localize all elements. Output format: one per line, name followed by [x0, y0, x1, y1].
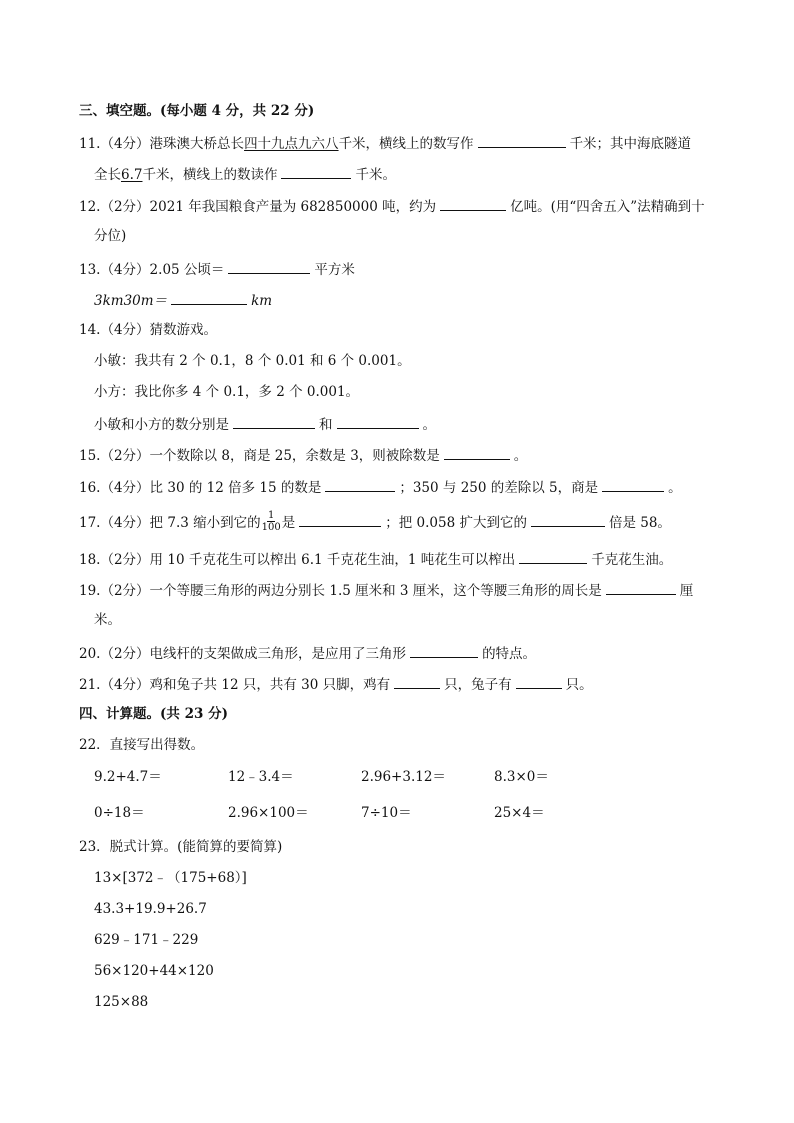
- question-12-line1: 12.（2分）2021 年我国粮食产量为 682850000 吨，约为 亿吨。(用“四舍五入”法精确到十: [79, 196, 705, 216]
- answer-blank[interactable]: [410, 643, 478, 658]
- calculation-item: 56×120+44×120: [94, 963, 214, 979]
- answer-blank[interactable]: [519, 549, 587, 564]
- answer-blank[interactable]: [516, 674, 562, 689]
- question-13-line2: 3km30m＝ km: [94, 290, 272, 310]
- question-20: 20.（2分）电线杆的支架做成三角形，是应用了三角形 的特点。: [79, 643, 536, 663]
- question-23-title: 23．脱式计算。(能简算的要简算): [79, 839, 283, 855]
- answer-blank[interactable]: [606, 580, 676, 595]
- question-14-title: 14.（4分）猜数游戏。: [79, 322, 218, 338]
- answer-blank[interactable]: [337, 414, 419, 429]
- mental-math-item: 25×4＝: [494, 805, 545, 821]
- question-14-xiaomin: 小敏：我共有 2 个 0.1，8 个 0.01 和 6 个 0.001。: [94, 353, 411, 369]
- fraction: $\frac{1}{100}$: [261, 510, 281, 533]
- answer-blank[interactable]: [444, 445, 510, 460]
- calculation-item: 125×88: [94, 994, 149, 1010]
- mental-math-item: 8.3×0＝: [494, 769, 549, 785]
- question-13-line1: 13.（4分）2.05 公顷＝ 平方米: [79, 259, 355, 279]
- question-15: 15.（2分）一个数除以 8，商是 25，余数是 3，则被除数是 。: [79, 445, 527, 465]
- question-19-line2: 米。: [94, 612, 121, 628]
- question-11-line1: 11.（4分）港珠澳大桥总长四十九点九六八千米，横线上的数写作 千米；其中海底隧道: [79, 133, 691, 153]
- question-22-title: 22．直接写出得数。: [79, 737, 205, 753]
- answer-blank[interactable]: [281, 164, 351, 179]
- underlined-number: 6.7: [121, 167, 143, 183]
- question-17: 17.（4分）把 7.3 缩小到它的 $\frac{1}{100}$ 是 ；把 0.058 扩大到它的 倍是 58。: [79, 510, 671, 533]
- answer-blank[interactable]: [233, 414, 315, 429]
- answer-blank[interactable]: [440, 196, 506, 211]
- question-18: 18.（2分）用 10 千克花生可以榨出 6.1 千克花生油，1 吨花生可以榨出 千克花生油。: [79, 549, 672, 569]
- answer-blank[interactable]: [228, 259, 310, 274]
- calculation-item: 629﹣171﹣229: [94, 932, 199, 948]
- question-12-line2: 分位): [94, 228, 127, 244]
- answer-blank[interactable]: [602, 477, 664, 492]
- mental-math-item: 0÷18＝: [94, 805, 145, 821]
- answer-blank[interactable]: [171, 290, 247, 305]
- answer-blank[interactable]: [325, 477, 395, 492]
- mental-math-item: 7÷10＝: [361, 805, 412, 821]
- question-14-ask: 小敏和小方的数分别是 和 。: [94, 414, 436, 434]
- question-21: 21.（4分）鸡和兔子共 12 只，共有 30 只脚，鸡有 只，兔子有 只。: [79, 674, 593, 694]
- section-3-title: 三、填空题。(每小题 4 分，共 22 分): [79, 103, 315, 119]
- question-11-line2: 全长6.7千米，横线上的数读作 千米。: [94, 164, 396, 184]
- question-14-xiaofang: 小方：我比你多 4 个 0.1，多 2 个 0.001。: [94, 384, 360, 400]
- mental-math-item: 9.2+4.7＝: [94, 769, 162, 785]
- mental-math-item: 2.96×100＝: [228, 805, 309, 821]
- underlined-number: 四十九点九六八: [244, 136, 339, 152]
- mental-math-item: 12﹣3.4＝: [228, 769, 294, 785]
- answer-blank[interactable]: [299, 512, 381, 527]
- calculation-item: 13×[372﹣（175+68）]: [94, 870, 247, 886]
- section-4-title: 四、计算题。(共 23 分): [79, 706, 228, 722]
- calculation-item: 43.3+19.9+26.7: [94, 901, 207, 917]
- answer-blank[interactable]: [531, 512, 605, 527]
- question-16: 16.（4分）比 30 的 12 倍多 15 的数是 ；350 与 250 的差除以 5，商是 。: [79, 477, 682, 497]
- answer-blank[interactable]: [394, 674, 440, 689]
- mental-math-item: 2.96+3.12＝: [361, 769, 446, 785]
- question-19-line1: 19.（2分）一个等腰三角形的两边分别长 1.5 厘米和 3 厘米，这个等腰三角形的周长是 厘: [79, 580, 693, 600]
- answer-blank[interactable]: [478, 133, 566, 148]
